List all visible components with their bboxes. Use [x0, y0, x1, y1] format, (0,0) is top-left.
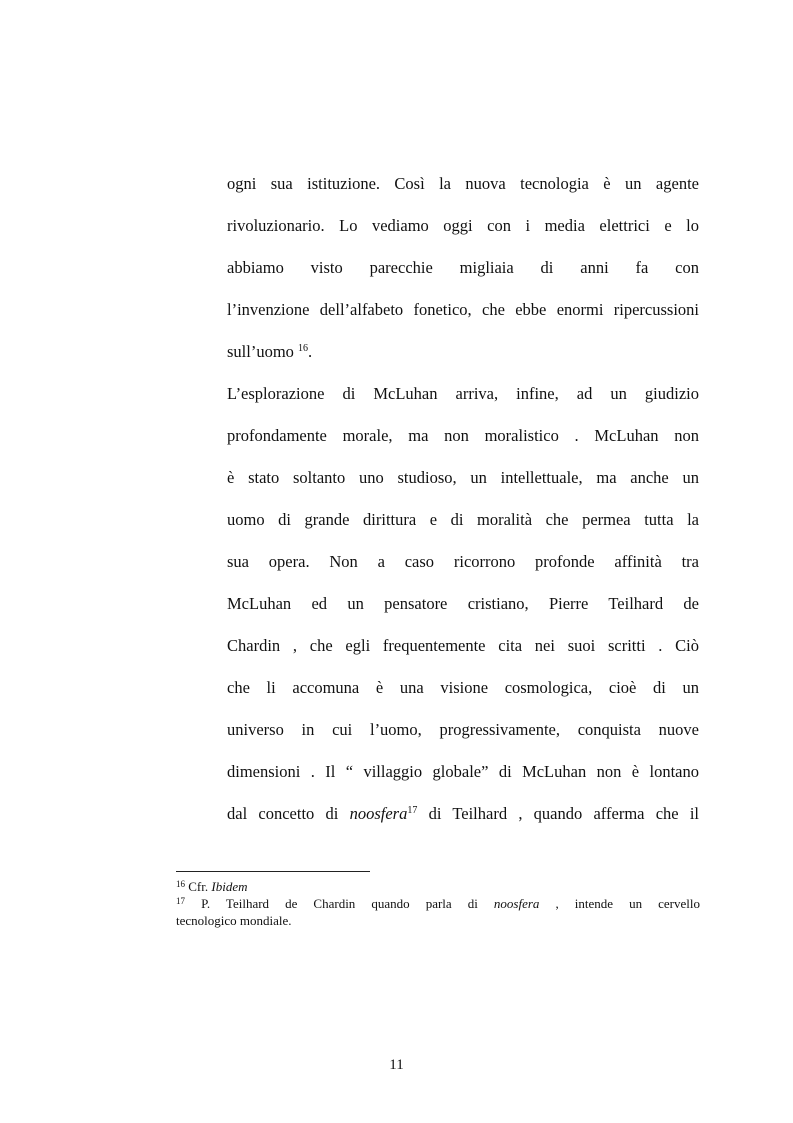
footnotes	[176, 878, 700, 929]
footnote-text: P. Teilhard de Chardin quando parla di	[201, 896, 478, 911]
body-line: che li accomuna è una visione cosmologica, cioè di un	[227, 678, 699, 697]
body-line-text: sull’uomo	[227, 342, 294, 361]
body-line: abbiamo visto parecchie migliaia di anni fa con	[227, 258, 699, 277]
body-line: rivoluzionario. Lo vediamo oggi con i media elettrici e lo	[227, 216, 699, 235]
footnote-16	[176, 878, 700, 895]
body-line: profondamente morale, ma non moralistico . McLuhan non	[227, 426, 699, 445]
body-line: universo in cui l’uomo, progressivamente, conquista nuove	[227, 720, 699, 739]
body-line: ogni sua istituzione. Così la nuova tecnologia è un agente	[227, 174, 699, 193]
footnote-17	[176, 895, 700, 912]
body-line: è stato soltanto uno studioso, un intellettuale, ma anche un	[227, 468, 699, 487]
footnote-reference-17: 17	[407, 805, 418, 816]
noosfera-term: noosfera	[349, 804, 408, 823]
body-line: L’esplorazione di McLuhan arriva, infine, ad un giudizio	[227, 384, 699, 403]
body-line: dimensioni . Il “ villaggio globale” di McLuhan non è lontano	[227, 762, 699, 781]
body-line	[227, 796, 699, 838]
footnote-text: , intende un cervello	[555, 896, 701, 911]
body-line-text: dal concetto di	[227, 804, 339, 823]
body-line	[227, 334, 699, 376]
footnote-separator	[176, 871, 370, 872]
body-line: Chardin , che egli frequentemente cita nei suoi scritti . Ciò	[227, 636, 699, 655]
footnote-17-continuation: tecnologico mondiale.	[176, 913, 292, 928]
footnote-number: 16	[176, 879, 185, 889]
body-line: l’invenzione dell’alfabeto fonetico, che ebbe enormi ripercussioni	[227, 300, 699, 319]
body-line: sua opera. Non a caso ricorrono profonde affinità tra	[227, 552, 699, 571]
body-line: uomo di grande dirittura e di moralità che permea tutta la	[227, 510, 699, 529]
footnote-reference-16: 16	[298, 343, 309, 354]
footnote-term: Ibidem	[211, 879, 248, 894]
page-number: 11	[389, 1057, 404, 1073]
body-line-text: di Teilhard , quando afferma che il	[428, 804, 700, 823]
body-line-end: .	[308, 342, 313, 361]
body-text	[227, 166, 699, 838]
footnote-term: noosfera	[493, 896, 540, 911]
footnote-text: Cfr.	[188, 879, 209, 894]
body-line: McLuhan ed un pensatore cristiano, Pierre Teilhard de	[227, 594, 699, 613]
footnote-number: 17	[176, 896, 185, 906]
